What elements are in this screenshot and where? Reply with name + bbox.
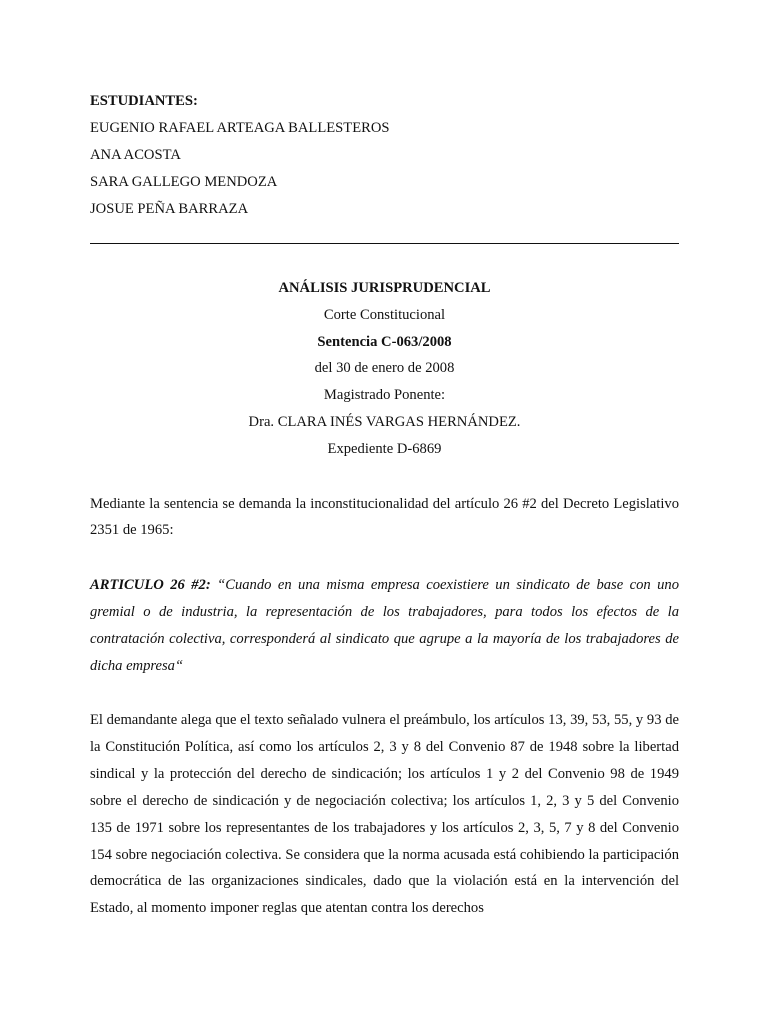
- claim-paragraph: El demandante alega que el texto señalado vulnera el preámbulo, los artículos 13, 39, 53, 55, y 93 de la Constitución Política, así como los artículos 2, 3 y 8 del Convenio 87 de 1948 sobre la libertad sindical y la protección del derecho de sindicación; los artículos 1 y 2 del Convenio 98 de 1949 sobre el derecho de sindicación y de negociación colectiva; los artículos 1, 2, 3 y 5 del Convenio 135 de 1971 sobre los representantes de los trabajadores y los artículos 2, 3, 5, 7 y 8 del Convenio 154 sobre negociación colectiva. Se considera que la norma acusada está cohibiendo la participación democrática de las organizaciones sindicales, dado que la violación está en la intervención del Estado, al momento imponer reglas que atentan contra los derechos: [90, 712, 679, 917]
- student-name: ANA ACOSTA: [90, 147, 181, 163]
- sentence-number: Sentencia C-063/2008: [317, 333, 452, 350]
- article-label: ARTICULO 26 #2:: [90, 577, 211, 594]
- intro-paragraph: Mediante la sentencia se demanda la inconstitucionalidad del artículo 26 #2 del Decreto Legislativo 2351 de 1965:: [90, 495, 679, 539]
- court-name: Corte Constitucional: [323, 306, 446, 323]
- article-quote: [90, 572, 679, 680]
- article-text: “Cuando en una misma empresa coexistiere un sindicato de base con uno gremial o de industria, la representación de los trabajadores, para todos los efectos de la contratación colectiva, corresponderá al sindicato que agrupe a la mayoría de los trabajadores de dicha empresa“: [90, 577, 679, 675]
- document-title: ANÁLISIS JURISPRUDENCIAL: [278, 280, 491, 296]
- students-label: ESTUDIANTES:: [90, 93, 198, 109]
- magistrate-name: Dra. CLARA INÉS VARGAS HERNÁNDEZ.: [248, 413, 521, 430]
- magistrate-label: Magistrado Ponente:: [323, 387, 446, 404]
- horizontal-rule: [90, 243, 679, 244]
- student-name: EUGENIO RAFAEL ARTEAGA BALLESTEROS: [90, 120, 390, 136]
- students-block: [90, 88, 679, 223]
- student-name: SARA GALLEGO MENDOZA: [90, 174, 278, 190]
- student-name: JOSUE PEÑA BARRAZA: [90, 201, 249, 217]
- case-header: [90, 275, 679, 463]
- sentence-date: del 30 de enero de 2008: [314, 360, 455, 377]
- file-number: Expediente D-6869: [327, 440, 442, 457]
- document-content: [90, 88, 679, 922]
